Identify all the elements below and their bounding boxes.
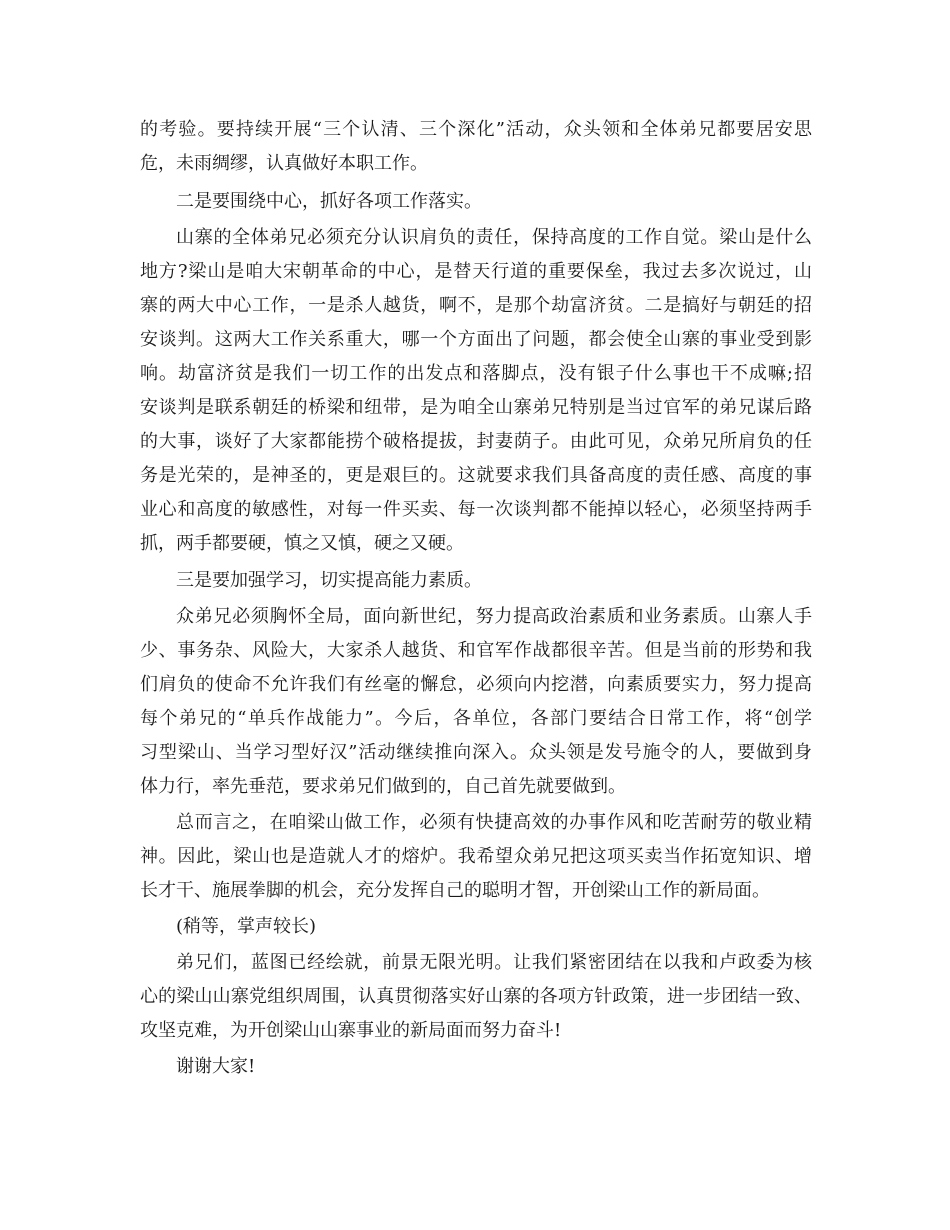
text-line: 们肩负的使命不允许我们有丝毫的懈怠，必须向内挖潜，向素质要实力，努力提高 bbox=[140, 674, 812, 695]
text-line: 抓，两手都要硬，慎之又慎，硬之又硬。 bbox=[140, 533, 464, 554]
text-line: 神。因此，梁山也是造就人才的熔炉。我希望众弟兄把这项买卖当作拓宽知识、增 bbox=[140, 846, 812, 867]
text-line: (稍等，掌声较长) bbox=[176, 916, 317, 937]
text-line: 总而言之，在咱梁山做工作，必须有快捷高效的办事作风和吃苦耐劳的敬业精 bbox=[176, 812, 812, 833]
section-heading: 三是要加强学习，切实提高能力素质。 bbox=[176, 570, 482, 591]
text-line: 少、事务杂、风险大，大家杀人越货、和官军作战都很辛苦。但是当前的形势和我 bbox=[140, 640, 812, 661]
text-line: 山寨的全体弟兄必须充分认识肩负的责任，保持高度的工作自觉。梁山是什么 bbox=[176, 227, 812, 248]
text-line: 安谈判。这两大工作关系重大，哪一个方面出了问题，都会使全山寨的事业受到影 bbox=[140, 329, 812, 350]
text-line: 安谈判是联系朝廷的桥梁和纽带，是为咱全山寨弟兄特别是当过官军的弟兄谋后路 bbox=[140, 397, 812, 418]
text-line: 攻坚克难，为开创梁山山寨事业的新局面而努力奋斗! bbox=[140, 1020, 562, 1041]
text-line: 寨的两大中心工作，一是杀人越货，啊不，是那个劫富济贫。二是搞好与朝廷的招 bbox=[140, 295, 812, 316]
text-line: 地方?梁山是咱大宋朝革命的中心，是替天行道的重要保垒，我过去多次说过，山 bbox=[140, 261, 812, 282]
text-line: 体力行，率先垂范，要求弟兄们做到的，自己首先就要做到。 bbox=[140, 776, 626, 797]
text-line: 务是光荣的，是神圣的，更是艰巨的。这就要求我们具备高度的责任感、高度的事 bbox=[140, 465, 812, 486]
text-line: 响。劫富济贫是我们一切工作的出发点和落脚点，没有银子什么事也干不成嘛;招 bbox=[140, 363, 812, 384]
text-line: 弟兄们，蓝图已经绘就，前景无限光明。让我们紧密团结在以我和卢政委为核 bbox=[176, 952, 812, 973]
text-line: 的大事，谈好了大家都能捞个破格提拔，封妻荫子。由此可见，众弟兄所肩负的任 bbox=[140, 431, 812, 452]
text-line: 危，未雨绸缪，认真做好本职工作。 bbox=[140, 153, 428, 174]
closing-line: 谢谢大家! bbox=[176, 1056, 256, 1077]
text-line: 心的梁山山寨党组织周围，认真贯彻落实好山寨的各项方针政策，进一步团结一致、 bbox=[140, 986, 812, 1007]
text-line: 长才干、施展拳脚的机会，充分发挥自己的聪明才智，开创梁山工作的新局面。 bbox=[140, 880, 770, 901]
text-line: 众弟兄必须胸怀全局，面向新世纪，努力提高政治素质和业务素质。山寨人手 bbox=[176, 606, 812, 627]
text-line: 的考验。要持续开展“三个认清、三个深化”活动，众头领和全体弟兄都要居安思 bbox=[140, 119, 812, 140]
section-heading: 二是要围绕中心，抓好各项工作落实。 bbox=[176, 191, 482, 212]
text-line: 业心和高度的敏感性，对每一件买卖、每一次谈判都不能掉以轻心，必须坚持两手 bbox=[140, 499, 812, 520]
text-line: 每个弟兄的“单兵作战能力”。今后，各单位，各部门要结合日常工作，将“创学 bbox=[140, 708, 812, 729]
text-line: 习型梁山、当学习型好汉”活动继续推向深入。众头领是发号施令的人，要做到身 bbox=[140, 742, 812, 763]
